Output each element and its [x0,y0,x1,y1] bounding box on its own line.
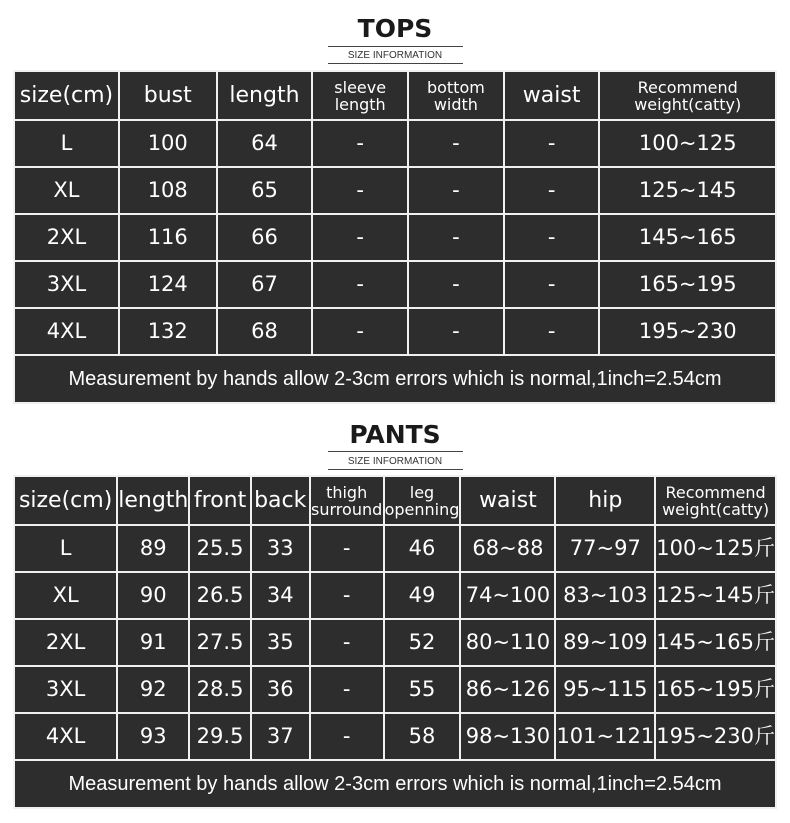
pants-cell-r2-c8: 145~165斤 [656,620,775,665]
pants-header-recommend-l2: weight(catty) [662,499,770,519]
pants-header-waist: waist [461,477,554,524]
pants-cell-r1-c2: 26.5 [190,573,249,618]
tops-cell-r1-c4: - [409,168,503,213]
tops-cell-r1-c2: 65 [218,168,312,213]
pants-table-row [15,620,775,665]
tops-cell-r0-c3: - [313,121,407,166]
tops-cell-r3-c1: 124 [120,262,216,307]
pants-cell-r0-c0: L [15,526,116,571]
pants-cell-r3-c8: 165~195斤 [656,667,775,712]
pants-header-hip: hip [556,477,654,524]
tops-header-recommend-weight-l2: weight(catty) [634,94,742,114]
pants-note: Measurement by hands allow 2-3cm errors which is normal,1inch=2.54cm [15,761,775,807]
tops-cell-r4-c6: 195~230 [600,309,775,354]
pants-header-thigh-l1: thigh [326,482,368,502]
tops-header-bottom-width-l2: width [433,94,478,114]
tops-cell-r1-c1: 108 [120,168,216,213]
tops-cell-r3-c6: 165~195 [600,262,775,307]
pants-title-rule [328,451,463,452]
tops-header-sleeve-length-l2: length [334,94,386,114]
tops-subtitle: SIZE INFORMATION [347,50,443,61]
pants-cell-r2-c4: - [311,620,383,665]
tops-table-row [15,121,775,166]
tops-cell-r2-c6: 145~165 [600,215,775,260]
pants-cell-r4-c8: 195~230斤 [656,714,775,759]
tops-cell-r0-c1: 100 [120,121,216,166]
tops-cell-r4-c0: 4XL [15,309,118,354]
tops-cell-r1-c0: XL [15,168,118,213]
tops-cell-r3-c5: - [505,262,599,307]
pants-table-row [15,526,775,571]
tops-cell-r4-c1: 132 [120,309,216,354]
pants-table-row [15,714,775,759]
pants-header-leg-openning [385,477,460,524]
pants-header-row [15,477,775,524]
tops-header-size: size(cm) [15,72,118,119]
pants-cell-r0-c3: 33 [252,526,309,571]
pants-cell-r1-c4: - [311,573,383,618]
pants-cell-r0-c5: 46 [385,526,460,571]
tops-title-rule [328,46,463,47]
pants-cell-r1-c6: 74~100 [461,573,554,618]
pants-cell-r1-c0: XL [15,573,116,618]
pants-cell-r3-c3: 36 [252,667,309,712]
tops-header-sleeve-length-l1: sleeve [334,77,387,97]
pants-table-row [15,573,775,618]
tops-header-recommend-weight [600,72,775,119]
tops-cell-r2-c5: - [505,215,599,260]
pants-cell-r4-c2: 29.5 [190,714,249,759]
pants-cell-r1-c1: 90 [118,573,188,618]
pants-cell-r2-c7: 89~109 [556,620,654,665]
tops-cell-r1-c5: - [505,168,599,213]
tops-cell-r4-c3: - [313,309,407,354]
pants-cell-r1-c3: 34 [252,573,309,618]
tops-cell-r0-c5: - [505,121,599,166]
pants-cell-r2-c0: 2XL [15,620,116,665]
pants-cell-r0-c2: 25.5 [190,526,249,571]
pants-header-size: size(cm) [15,477,116,524]
pants-cell-r3-c5: 55 [385,667,460,712]
tops-table-row [15,262,775,307]
pants-cell-r4-c7: 101~121 [556,714,654,759]
tops-table-row [15,309,775,354]
tops-cell-r3-c2: 67 [218,262,312,307]
tops-size-table [13,70,777,404]
pants-cell-r0-c1: 89 [118,526,188,571]
tops-title: TOPS [357,14,433,43]
pants-header-length: length [118,477,188,524]
tops-cell-r4-c2: 68 [218,309,312,354]
pants-subtitle-rule [328,469,463,470]
pants-cell-r3-c6: 86~126 [461,667,554,712]
tops-cell-r1-c6: 125~145 [600,168,775,213]
pants-cell-r1-c7: 83~103 [556,573,654,618]
tops-table-row [15,215,775,260]
tops-header-bottom-width-l1: bottom [426,77,485,97]
tops-cell-r3-c3: - [313,262,407,307]
pants-header-recommend-weight [656,477,775,524]
tops-cell-r4-c4: - [409,309,503,354]
pants-cell-r2-c5: 52 [385,620,460,665]
pants-cell-r2-c2: 27.5 [190,620,249,665]
pants-cell-r3-c0: 3XL [15,667,116,712]
pants-cell-r0-c7: 77~97 [556,526,654,571]
tops-header-row [15,72,775,119]
tops-header-recommend-weight-l1: Recommend [637,77,738,97]
pants-header-leg-l1: leg [409,482,435,502]
pants-header-thigh-l2: surround [311,499,383,519]
tops-header-length: length [218,72,312,119]
tops-cell-r2-c2: 66 [218,215,312,260]
pants-subtitle: SIZE INFORMATION [347,456,443,467]
tops-note: Measurement by hands allow 2-3cm errors which is normal,1inch=2.54cm [15,356,775,402]
tops-table-row [15,168,775,213]
tops-cell-r0-c4: - [409,121,503,166]
pants-cell-r2-c6: 80~110 [461,620,554,665]
tops-cell-r2-c4: - [409,215,503,260]
pants-note-row [15,761,775,807]
pants-cell-r4-c5: 58 [385,714,460,759]
tops-header-bust: bust [120,72,216,119]
tops-cell-r3-c4: - [409,262,503,307]
pants-header-thigh-surround [311,477,383,524]
pants-cell-r3-c4: - [311,667,383,712]
tops-cell-r2-c1: 116 [120,215,216,260]
pants-title: PANTS [349,420,441,449]
pants-cell-r0-c8: 100~125斤 [656,526,775,571]
pants-cell-r0-c4: - [311,526,383,571]
tops-cell-r3-c0: 3XL [15,262,118,307]
pants-cell-r4-c3: 37 [252,714,309,759]
tops-cell-r4-c5: - [505,309,599,354]
pants-size-table [13,475,777,809]
tops-header-bottom-width [409,72,503,119]
tops-note-row [15,356,775,402]
pants-cell-r2-c1: 91 [118,620,188,665]
tops-cell-r0-c2: 64 [218,121,312,166]
pants-cell-r4-c4: - [311,714,383,759]
tops-header-waist: waist [505,72,599,119]
tops-cell-r2-c0: 2XL [15,215,118,260]
tops-cell-r2-c3: - [313,215,407,260]
pants-header-back: back [252,477,309,524]
pants-table-row [15,667,775,712]
pants-body [15,526,775,759]
pants-header-leg-l2: openning [384,499,460,519]
tops-body [15,121,775,354]
tops-header-sleeve-length [313,72,407,119]
pants-header-front: front [190,477,249,524]
pants-header-recommend-l1: Recommend [665,482,766,502]
pants-cell-r3-c2: 28.5 [190,667,249,712]
tops-subtitle-rule [328,63,463,64]
tops-cell-r1-c3: - [313,168,407,213]
pants-cell-r0-c6: 68~88 [461,526,554,571]
tops-cell-r0-c0: L [15,121,118,166]
pants-cell-r4-c1: 93 [118,714,188,759]
pants-cell-r4-c6: 98~130 [461,714,554,759]
pants-cell-r3-c7: 95~115 [556,667,654,712]
pants-cell-r3-c1: 92 [118,667,188,712]
pants-cell-r4-c0: 4XL [15,714,116,759]
pants-cell-r1-c8: 125~145斤 [656,573,775,618]
tops-cell-r0-c6: 100~125 [600,121,775,166]
pants-cell-r2-c3: 35 [252,620,309,665]
pants-cell-r1-c5: 49 [385,573,460,618]
